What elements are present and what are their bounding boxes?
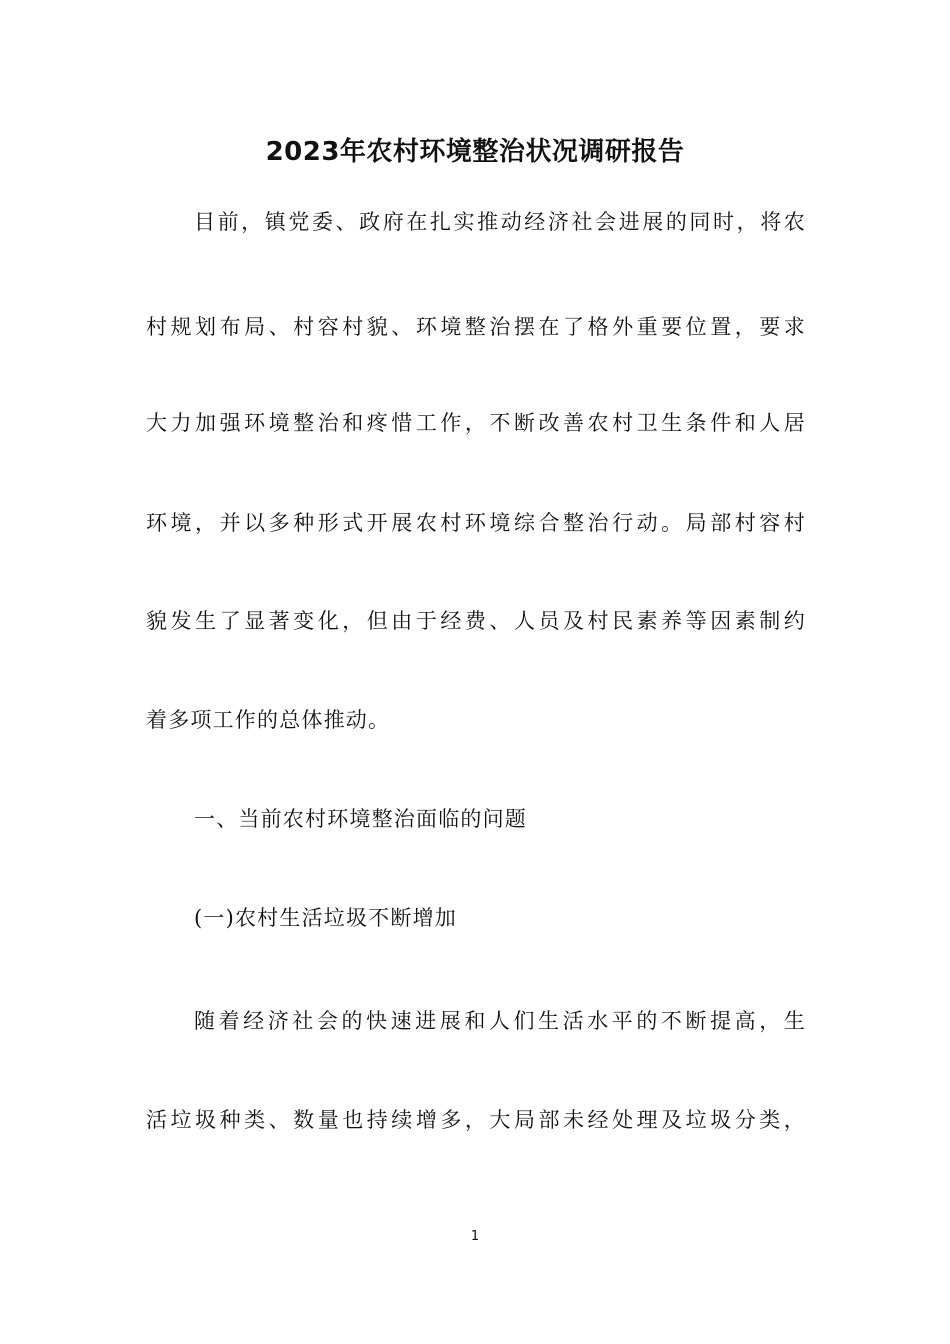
- paragraph-line: 着多项工作的总体推动。: [146, 708, 391, 732]
- paragraph-line: 目前，镇党委、政府在扎实推动经济社会进展的同时，将农: [194, 210, 806, 234]
- paragraph-line: 随着经济社会的快速进展和人们生活水平的不断提高，生: [194, 1009, 806, 1033]
- paragraph-line: 大力加强环境整治和疼惜工作，不断改善农村卫生条件和人居: [146, 411, 806, 435]
- document-title: 2023年农村环境整治状况调研报告: [265, 137, 685, 167]
- page-number: 1: [470, 1229, 480, 1244]
- paragraph-line: 村规划布局、村容村貌、环境整治摆在了格外重要位置，要求: [146, 315, 806, 339]
- subsection-heading: (一)农村生活垃圾不断增加: [194, 906, 457, 930]
- paragraph-line: 貌发生了显著变化，但由于经费、人员及村民素养等因素制约: [146, 609, 806, 633]
- paragraph-line: 活垃圾种类、数量也持续增多，大局部未经处理及垃圾分类，: [146, 1108, 806, 1132]
- section-heading: 一、当前农村环境整治面临的问题: [194, 807, 527, 831]
- paragraph-line: 环境，并以多种形式开展农村环境综合整治行动。局部村容村: [146, 511, 806, 535]
